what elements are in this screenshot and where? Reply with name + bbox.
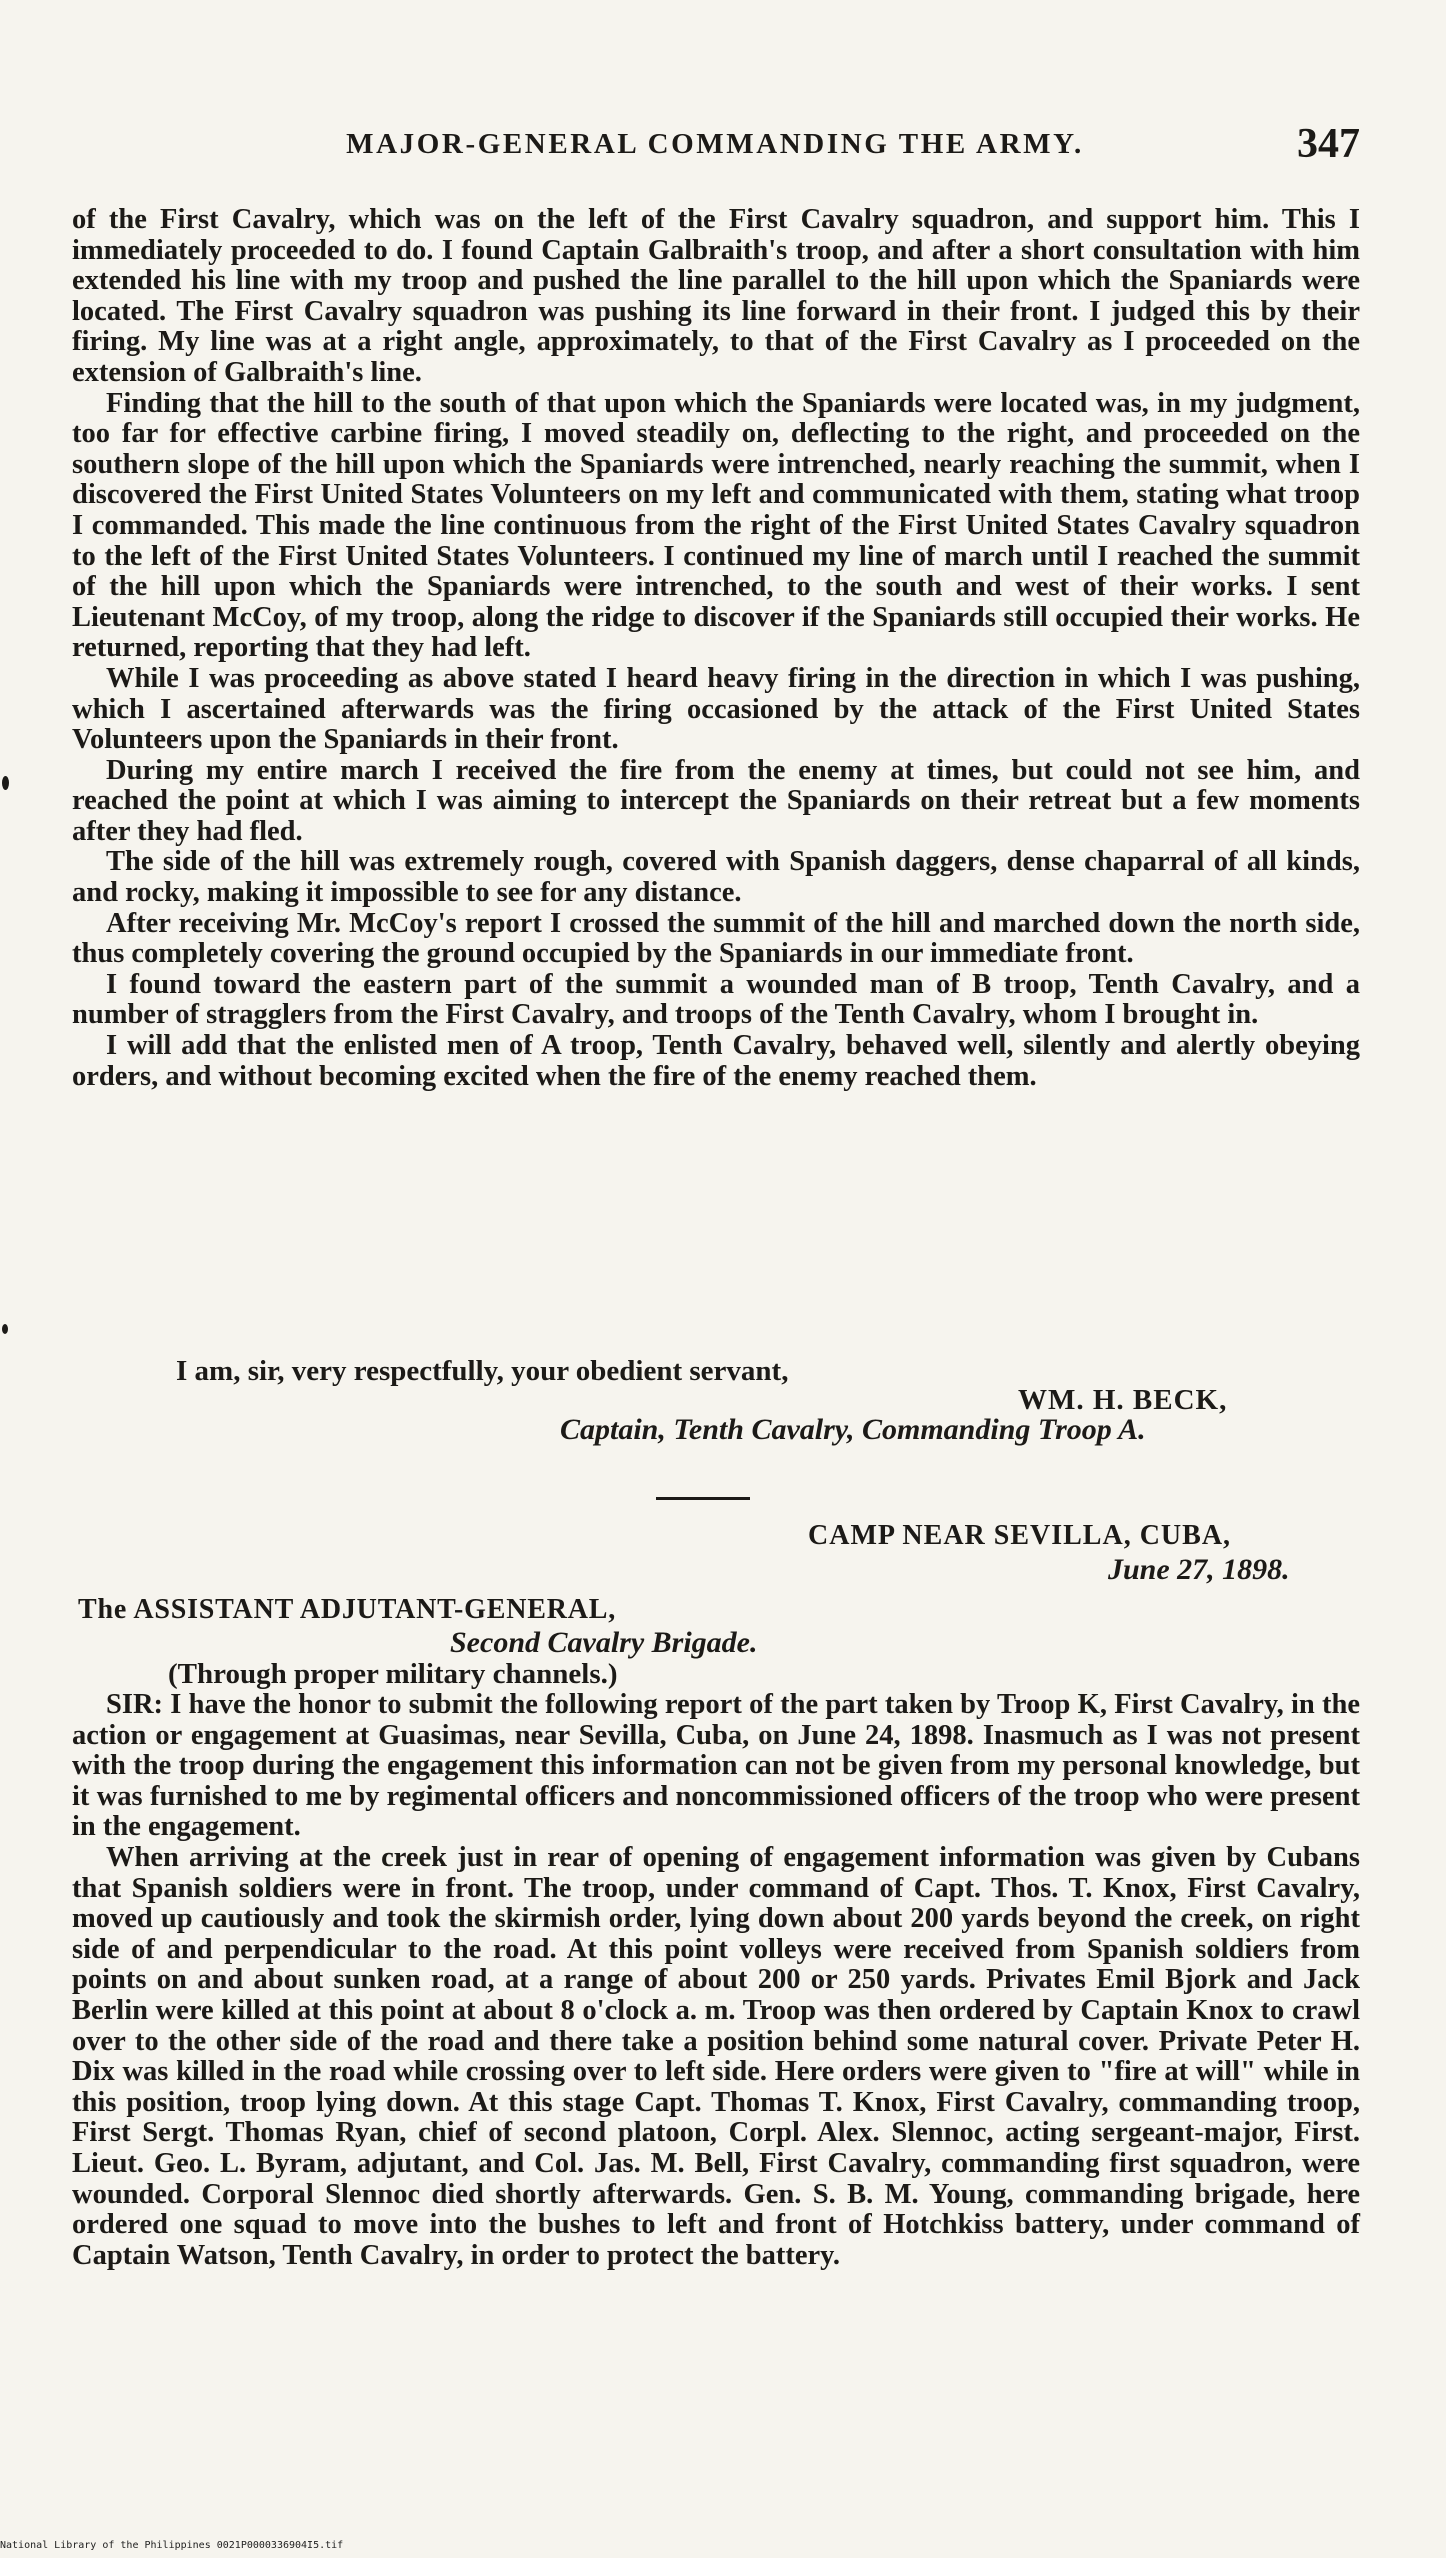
scan-footer: National Library of the Philippines 0021P0000336904I5.tif	[0, 2540, 344, 2551]
paragraph: While I was proceeding as above stated I heard heavy firing in the direction in which I was pushing, which I ascertained afterwards was the firing occasioned by the attack of the First United States Volunteers upon the Spaniards in their front.	[72, 662, 1360, 756]
section-divider	[656, 1497, 750, 1500]
signer-title: Captain, Tenth Cavalry, Commanding Troop A.	[560, 1413, 1146, 1446]
paragraph: SIR: I have the honor to submit the following report of the part taken by Troop K, First Cavalry, in the action or engagement at Guasimas, near Sevilla, Cuba, on June 24, 1898. Inasmuch as I was not present with the troop during the engagement this information can not be given from my personal knowledge, but it was furnished to me by regimental officers and noncommissioned officers of the troop who were present in the engagement.	[72, 1689, 1360, 1843]
routing-note: (Through proper military channels.)	[168, 1658, 618, 1690]
signer-name: WM. H. BECK,	[1018, 1384, 1228, 1416]
paragraph: When arriving at the creek just in rear of opening of engagement information was given by Cubans that Spanish soldiers were in front. The troop, under command of Capt. Thos. T. Knox, First Cavalry, moved up cautiously and took the skirmish order, lying down about 200 yards beyond the creek, on right side of and perpendicular to the road. At this point volleys were received from Spanish soldiers from points on and about sunken road, at a range of about 200 or 250 yards. Privates Emil Bjork and Jack Berlin were killed at this point at about 8 o'clock a. m. Troop was then ordered by Captain Knox to crawl over to the other side of the road and there take a position behind some natural cover. Private Peter H. Dix was killed in the road while crossing over to left side. Here orders were given to "fire at will" while in this position, troop lying down. At this stage Capt. Thomas T. Knox, First Cavalry, commanding troop, First Sergt. Thomas Ryan, chief of second platoon, Corpl. Alex. Slennoc, acting sergeant-major, First. Lieut. Geo. L. Byram, adjutant, and Col. Jas. M. Bell, First Cavalry, commanding first squadron, were wounded. Corporal Slennoc died shortly afterwards. Gen. S. B. M. Young, commanding brigade, here ordered one squad to move into the bushes to left and front of Hotchkiss battery, under command of Captain Watson, Tenth Cavalry, in order to protect the battery.	[72, 1841, 1360, 2271]
valediction: I am, sir, very respectfully, your obedient servant,	[176, 1355, 789, 1387]
paragraph: Finding that the hill to the south of that upon which the Spaniards were located was, in my judgment, too far for effective carbine firing, I moved steadily on, deflecting to the right, and proceeded on the southern slope of the hill upon which the Spaniards were intrenched, nearly reaching the summit, when I discovered the First United States Volunteers on my left and communicated with them, stating what troop I commanded. This made the line continuous from the right of the First United States Cavalry squadron to the left of the First United States Volunteers. I continued my line of march until I reached the summit of the hill upon which the Spaniards were intrenched, to the south and west of their works. I sent Lieutenant McCoy, of my troop, along the ridge to discover if the Spaniards still occupied their works. He returned, reporting that they had left.	[72, 387, 1360, 664]
running-head: MAJOR-GENERAL COMMANDING THE ARMY.	[346, 128, 1084, 160]
letter-date: June 27, 1898.	[1108, 1553, 1290, 1586]
addressee: The ASSISTANT ADJUTANT-GENERAL,	[78, 1594, 617, 1625]
paragraph: After receiving Mr. McCoy's report I crossed the summit of the hill and marched down the north side, thus completely covering the ground occupied by the Spaniards in our immediate front.	[72, 907, 1360, 970]
paragraph: I found toward the eastern part of the summit a wounded man of B troop, Tenth Cavalry, and a number of stragglers from the First Cavalry, and troops of the Tenth Cavalry, whom I brought in.	[72, 968, 1360, 1031]
scan-blemish	[2, 1324, 8, 1334]
report-body-continued	[72, 205, 1360, 1092]
paragraph: During my entire march I received the fire from the enemy at times, but could not see him, and reached the point at which I was aiming to intercept the Spaniards on their retreat but a few moments after they had fled.	[72, 754, 1360, 847]
paragraph: The side of the hill was extremely rough, covered with Spanish daggers, dense chaparral of all kinds, and rocky, making it impossible to see for any distance.	[72, 846, 1360, 909]
scan-blemish	[2, 776, 9, 790]
paragraph: I will add that the enlisted men of A troop, Tenth Cavalry, behaved well, silently and alertly obeying orders, and without becoming excited when the fire of the enemy reached them.	[72, 1030, 1360, 1092]
page-number: 347	[1297, 121, 1360, 167]
page-header	[70, 120, 1360, 180]
paragraph: of the First Cavalry, which was on the left of the First Cavalry squadron, and support him. This I immediately proceeded to do. I found Captain Galbraith's troop, and after a short consultation with him extended his line with my troop and pushed the line parallel to the hill upon which the Spaniards were located. The First Cavalry squadron was pushing its line forward in their front. I judged this by their firing. My line was at a right angle, approximately, to that of the First Cavalry as I proceeded on the extension of Galbraith's line.	[72, 204, 1360, 388]
report-body-troop-k	[72, 1690, 1360, 2271]
addressee-unit: Second Cavalry Brigade.	[450, 1626, 758, 1659]
letter-location: CAMP NEAR SEVILLA, CUBA,	[808, 1520, 1232, 1551]
